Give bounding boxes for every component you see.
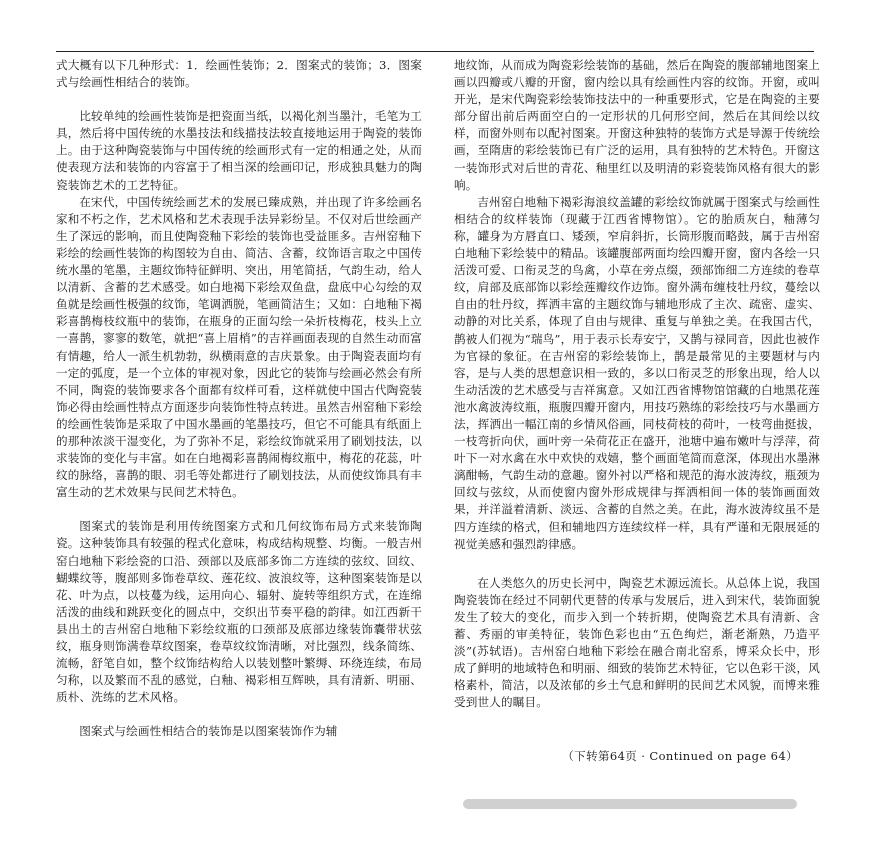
paragraph: 图案式与绘画性相结合的装饰是以图案装饰作为辅 (79, 724, 338, 739)
paragraph: 吉州窑白地釉下褐彩海浪纹盖罐的彩绘纹饰就属于图案式与绘画性相结合的纹样装饰（现藏于江西省博物馆）。它的胎质灰白，釉薄匀称，罐身为方唇直口、矮颈，窄肩斜折，长筒形腹而略鼓，属于吉州窑白地釉下彩绘装中的精品。该罐腹部两面均绘四瓣开窗，窗内各绘一只活泼可爱、口衔灵芝的鸟禽，小草在旁点缀，颈部饰细二方连续的卷草纹，肩部及底部饰以彩绘莲瓣纹作边饰。窗外满布缠枝牡丹纹，蔓绘以自由的牡丹纹，挥洒丰富的主题纹饰与辅地形成了主次、疏密、虚实、动静的对比关系，体现了自由与规律、重复与单独之美。在我国古代，鹊被人们视为“瑞鸟”，用于表示长寿安宁，又鹊与禄同音，因此也被作为官禄的象征。在吉州窑的彩绘装饰上，鹊是最常见的主要题材与内容，是与人类的思想意识相一致的，多以口衔灵芝的形象出现，给人以生动活泼的艺术感受与吉祥寓意。又如江西省博物馆馆藏的白地黑花莲池水禽波涛纹瓶，瓶腹四瓣开窗内，用技巧熟练的彩绘技巧与水墨画方法，挥洒出一幅江南的乡情风俗画，同枝荷枝的荷叶，一枝弯曲挺拔，一枝弯折向伏，画叶旁一朵荷花正在盛开，池塘中遍布嫩叶与浮萍，荷叶下一对水禽在水中欢快的戏嬉，整个画面笔简而意深，体现出水墨淋漓酣畅，气韵生动的意趣。窗外衬以严格和规范的海水波涛纹，瓶颈为回纹与弦纹，从而使窗内窗外形成规律与挥洒相间一体的装饰画面效果，并洋溢着清新、淡远、含蓄的自然之美。在此，海水波涛纹虽不是四方连续的格式，但和辅地四方连续纹样一样，具有严谨和无限展延的视觉美感和强烈韵律感。 (454, 194, 820, 551)
paragraph: 地纹饰，从而成为陶瓷彩绘装饰的基础，然后在陶瓷的腹部辅地图案上画以四瓣或八瓣的开窗，窗内绘以具有绘画性内容的纹饰。开窗，或叫开光，是宋代陶瓷彩绘装饰技法中的一种重要形式，它是在陶瓷的主要部分留出前后两面空白的一定形状的几何形空间，然后在其间绘以纹样，而窗外则布以配衬图案。开窗这种独特的装饰方式是导源于传统绘画，至隋唐的彩绘装饰已有广泛的运用，具有独特的艺术特色。开窗这一装饰形式对后世的青花、釉里红以及明清的彩瓷装饰风格有很大的影响。 (454, 58, 820, 192)
left-column (56, 57, 422, 740)
header-rule (56, 51, 814, 52)
paragraph: 式大概有以下几种形式：1．绘画性装饰；2．图案式的装饰；3．图案式与绘画性相结合的装饰。 (56, 58, 422, 90)
paragraph: 比较单纯的绘画性装饰是把瓷面当纸，以褐化剂当墨汁，毛笔为工具，然后将中国传统的水墨技法和线描技法较直接地运用于陶瓷的装饰上。由于这种陶瓷装饰与中国传统的绘画形式有一定的相通之处，从而使表现方法和装饰的内容富于了相当深的绘画印记，形成独具魅力的陶瓷装饰艺术的工艺特征。 (56, 109, 422, 192)
paragraph: 在宋代，中国传统绘画艺术的发展已臻成熟，并出现了许多绘画名家和不朽之作，艺术风格和艺术表现手法异彩纷呈。不仅对后世绘画产生了深远的影响，而且使陶瓷釉下彩绘的装饰也受益匪多。吉州窑釉下彩绘的绘画性装饰的构图较为自由、简洁、含蓄，纹饰语言取之中国传统水墨的笔墨，主题纹饰特征鲜明、突出，用笔简括，气韵生动，给人以清新、含蓄的艺术感受。如白地褐下彩绘双鱼盘，盘底中心勾绘的双鱼就是绘画性极强的纹饰，笔调洒脱，笔画简洁生；又如：白地釉下褐彩喜鹊梅枝纹瓶中的装饰，在瓶身的正面勾绘一朵折枝梅花，枝头上立一喜鹊，寥寥的数笔，就把“喜上眉梢”的吉祥画面表现的自然生动而富有情趣，给人一派生机勃勃，纵横雨意的吉庆景象。由于陶瓷表面均有一定的弧度，是一个立体的审视对象，因此它的装饰与绘画必然会有所不同，陶瓷的装饰要求各个面都有纹样可看，这样就使中国古代陶瓷装饰必得由绘画性特点方面逐步向装饰性特点转进。虽然吉州窑釉下彩绘的绘画性装饰是采取了中国水墨画的笔墨技巧，但它不可能具有纸面上的那种浓淡干湿变化，为了弥补不足，彩绘纹饰就采用了刷划技法，以求装饰的变化与丰富。如在白地褐彩喜鹊闹梅纹瓶中，梅花的花蕊，叶纹的脉络，喜鹊的眼、羽毛等处都进行了刷划技法，从而使纹饰具有丰富生动的艺术效果与民间艺术特色。 (56, 194, 422, 500)
paragraph: 在人类悠久的历史长河中，陶瓷艺术源远流长。从总体上说，我国陶瓷装饰在经过不同朝代更替的传承与发展后，进入到宋代，装饰面貌发生了较大的变化，而步入到一个转折期，使陶瓷艺术具有清新、含蓄、秀丽的审美特征，装饰色彩也由“五色绚烂，渐老渐熟，乃造平淡”(苏轼语)。吉州窑白地釉下彩绘在融合南北窑系，博采众长中，形成了鲜明的地域特色和明丽、细致的装饰艺术特征，它以色彩干淡，风格素朴，简洁，以及浓郁的乡土气息和鲜明的民间艺术风貌，而博来雅受到世人的瞩目。 (454, 575, 820, 710)
continued-note: （下转第64页 · Continued on page 64） (562, 749, 798, 763)
right-column (454, 57, 820, 711)
horizontal-scrollbar[interactable] (463, 799, 797, 809)
paragraph: 图案式的装饰是利用传统图案方式和几何纹饰布局方式来装饰陶瓷。这种装饰具有较强的程式化意味，构成结构规整、均衡。一般吉州窑白地釉下彩绘瓷的口沿、颈部以及底部多饰二方连续的弦纹、回纹、蝴蝶纹等，腹部则多饰卷草纹、莲花纹、波浪纹等，这种图案装饰是以花、叶为点，以枝蔓为线，运用向心、辐射、旋转等组织方式，在连绵活泼的曲线和跳跃变化的圆点中，交织出节奏平稳的韵律。如江西新干县出土的吉州窑白地釉下彩绘纹瓶的口颈部及底部边缘装饰囊带状弦纹，瓶身则饰满卷草纹图案，卷草纹纹饰清晰，对比强烈，线条简练、流畅，舒笔自如，整个纹饰结构给人以装划整叶繁缛、环绕连续，布局匀称，以及繁而不乱的感觉，白釉、褐彩相互辉映，具有清新、明丽、质朴、洗练的艺术风格。 (56, 519, 422, 705)
